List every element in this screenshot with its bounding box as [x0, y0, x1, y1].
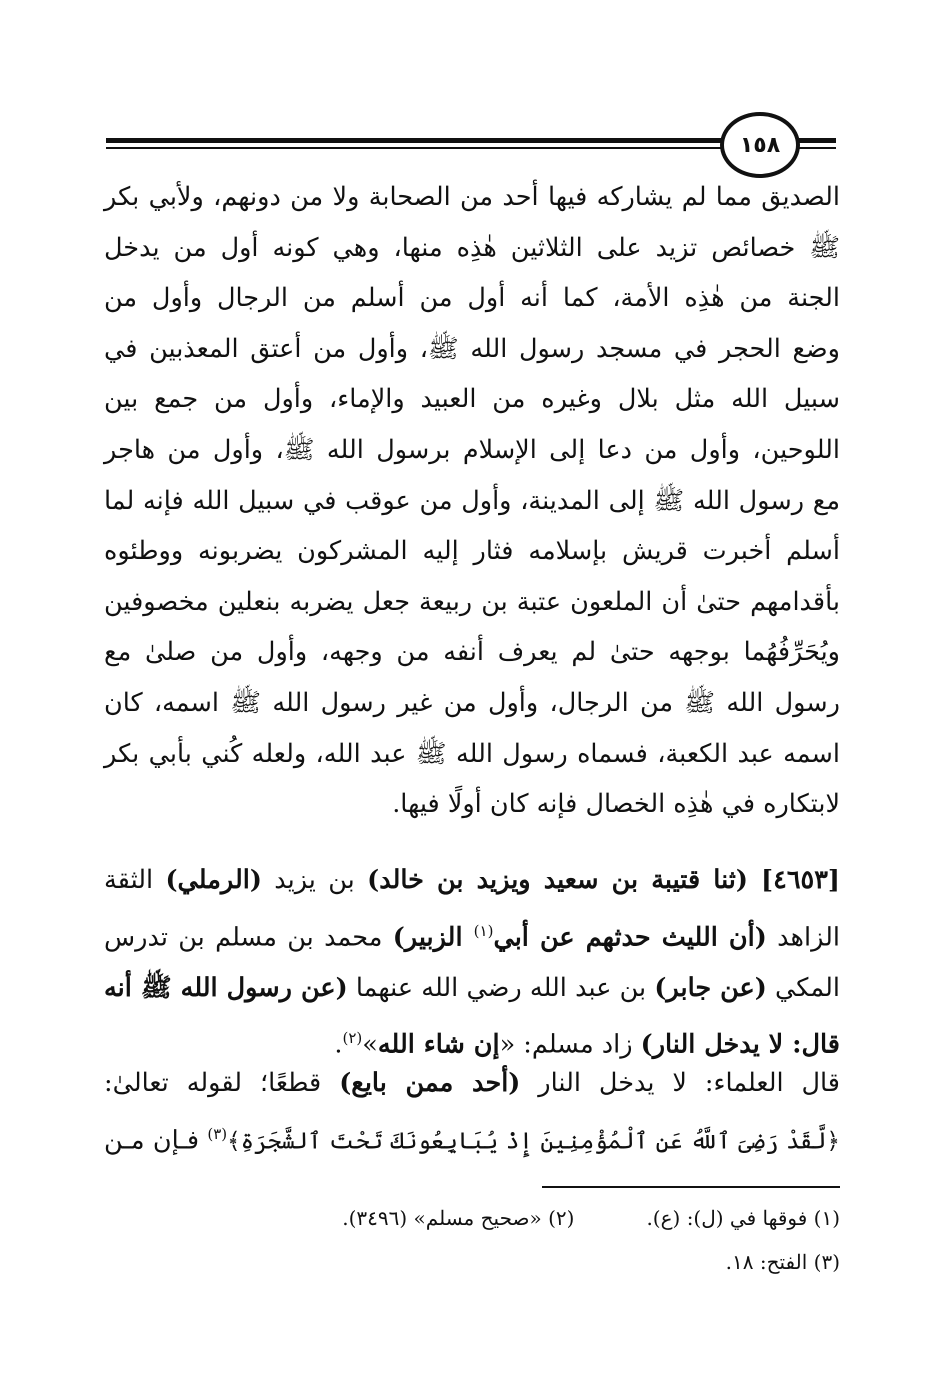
bold-run: إن شاء الله: [377, 1029, 500, 1060]
hadith-number-chain: [٤٦٥٣] (ثنا قتيبة بن سعيد ويزيد بن خالد): [367, 865, 840, 895]
header-rule-right: [796, 138, 836, 143]
text-run: بن يزيد: [261, 865, 368, 895]
footnote-ref-3: (٣): [207, 1124, 228, 1143]
scholars-paragraph: [104, 1058, 840, 1167]
scholars-line-1: [104, 1058, 840, 1109]
text-run: .: [334, 1029, 343, 1060]
footnote-ref-1: (١): [473, 921, 494, 940]
text-run: فـإن مـن: [104, 1125, 208, 1156]
footnote-row: [104, 1196, 840, 1240]
header-rule-right-thin: [796, 147, 836, 149]
hadith-line-3: [104, 963, 840, 1014]
text-line: ويُحَرِّفُهُما بوجهه حتىٰ لم يعرف أنفه من وجهه، وأول من صلىٰ مع: [104, 637, 840, 668]
text-run: زاد مسلم: «: [499, 1029, 641, 1060]
page-number: ١٥٨: [739, 132, 781, 158]
hadith-line-1: [104, 855, 840, 906]
text-line: لابتكاره في هٰذِه الخصال فإنه كان أولًا فيها.: [392, 789, 840, 820]
text-run: الثقة: [104, 865, 166, 895]
footnote-ref-2: (٢): [342, 1029, 363, 1048]
bold-run: (عن جابر): [654, 972, 767, 1003]
text-line: اللوحين، وأول من دعا إلى الإسلام برسول الله ﷺ، وأول من هاجر: [104, 434, 840, 465]
text-run: قطعًا؛ لقوله تعالىٰ:: [104, 1068, 340, 1098]
footnote-2: (٢) «صحيح مسلم» (٣٤٩٦).: [342, 1206, 575, 1230]
footnote-separator: [542, 1186, 840, 1188]
text-line: اسمه عبد الكعبة، فسماه رسول الله ﷺ عبد الله، ولعله كُني بأبي بكر: [104, 738, 840, 769]
footnote-row: [104, 1240, 840, 1284]
text-run: الزاهد: [766, 922, 840, 953]
text-run: قال العلماء: لا يدخل النار: [520, 1068, 841, 1098]
text-run: بن عبد الله رضي الله عنهما: [347, 972, 655, 1003]
text-run: »: [362, 1029, 378, 1060]
header-rule-thin: [106, 147, 724, 149]
text-line: وضع الحجر في مسجد رسول الله ﷺ، وأول من أعتق المعذبين في: [104, 333, 840, 364]
text-run: المكي: [766, 972, 840, 1003]
text-line: مع رسول الله ﷺ إلى المدينة، وأول من عوقب في سبيل الله فإنه لما: [104, 485, 840, 516]
text-line: أسلم أخبرت قريش بإسلامه فثار إليه المشركون يضربونه ووطئوه: [104, 536, 840, 567]
bold-run: الزبير): [392, 922, 474, 953]
page-number-badge: [720, 112, 800, 178]
hadith-line-2: [104, 906, 840, 963]
bold-run: (الرملي): [165, 865, 262, 895]
text-line: الصديق مما لم يشاركه فيها أحد من الصحابة ولا من دونهم، ولأبي بكر: [104, 182, 840, 212]
bold-run: قال: لا يدخل النار): [640, 1029, 840, 1060]
footnote-1: (١) فوقها في (ل): (ع).: [646, 1206, 840, 1230]
hadith-paragraph: [104, 855, 840, 1070]
scholars-line-2: [104, 1109, 840, 1167]
page-header: [106, 112, 836, 174]
bold-run: (أحد ممن بايع): [339, 1068, 521, 1098]
header-rule-thick: [106, 138, 724, 143]
text-line: ﷺ خصائص تزيد على الثلاثين هٰذِه منها، وهي كونه أول من يدخل: [104, 232, 840, 263]
text-line: سبيل الله مثل بلال وغيره من العبيد والإماء، وأول من جمع بين: [104, 384, 840, 415]
text-line: الجنة من هٰذِه الأمة، كما أنه أول من أسلم من الرجال وأول من: [104, 283, 840, 314]
text-line: بأقدامهم حتىٰ أن الملعون عتبة بن ربيعة جعل يضربه بنعلين مخصوفين: [104, 586, 840, 617]
quran-verse: ﴿لَّقَدْ رَضِىَ ٱللَّهُ عَنِ ٱلْمُؤْمِنِينَ إِذْ يُبَايِعُونَكَ تَحْتَ ٱلشَّجَرَةِ﴾: [227, 1128, 840, 1155]
bold-run: (عن رسول الله ﷺ أنه: [104, 972, 348, 1003]
footnotes: [104, 1196, 840, 1284]
bold-run: (أن الليث حدثهم عن أبي: [493, 922, 767, 953]
footnote-3: (٣) الفتح: ١٨.: [725, 1250, 840, 1274]
commentary-paragraph: [104, 172, 840, 830]
text-line: رسول الله ﷺ من الرجال، وأول من غير رسول الله ﷺ اسمه، كان: [104, 687, 840, 718]
text-run: محمد بن مسلم بن تدرس: [104, 922, 393, 953]
